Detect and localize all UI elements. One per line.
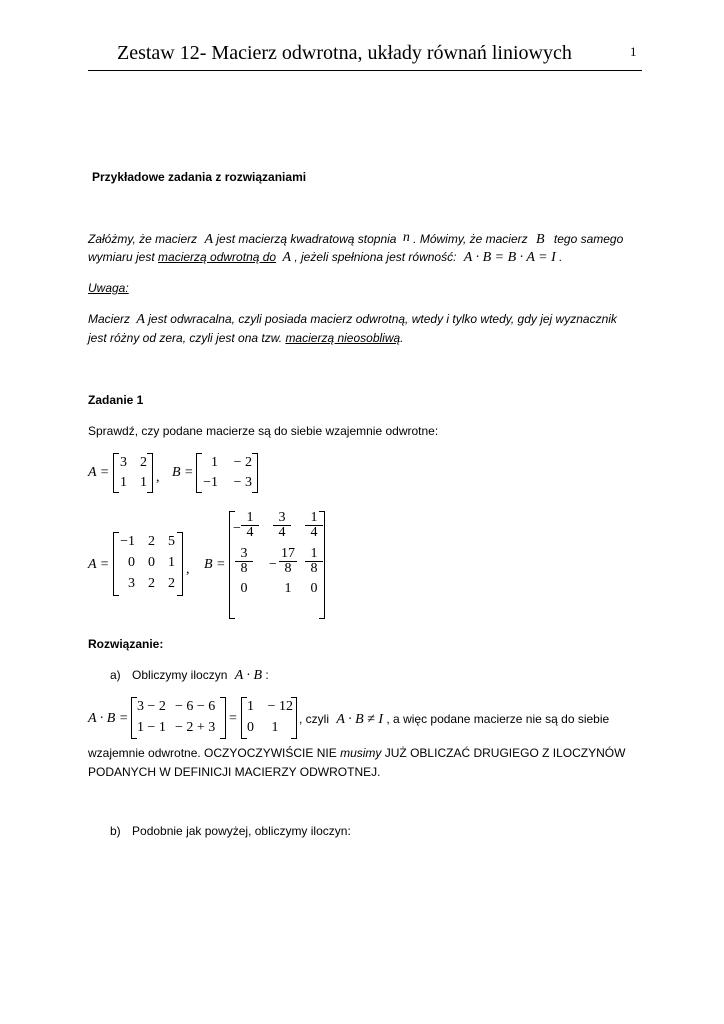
matrix-cell: − 2 [233, 455, 252, 470]
matrix-cell: 0 [240, 581, 248, 596]
list-marker: a) [110, 668, 121, 682]
matrix-cell: 1 [211, 455, 218, 470]
note-text: jest odwracalna, czyli posiada macierz odwrotną, wtedy i tylko wtedy, gdy jej wyznacznik [148, 312, 617, 326]
definition-line-1 [88, 231, 623, 248]
conclusion-text: wzajemnie odwrotne. OCZYOCZYWIŚCIE NIE [88, 746, 337, 760]
matrix-cell: 1 [120, 475, 127, 490]
denominator: 8 [240, 561, 248, 576]
matrix-cell: − 3 [233, 475, 252, 490]
definition-text: , jeżeli spełniona jest równość: [294, 250, 457, 264]
matrix-cell: 2 [148, 534, 155, 549]
definition-text: wymiaru jest [88, 250, 155, 264]
definition-text: jest macierzą kwadratową stopnia [216, 232, 397, 246]
step-text: Obliczymy iloczyn [132, 668, 228, 682]
denominator: 4 [246, 525, 254, 540]
bracket-right [177, 532, 183, 596]
definition-text: . [559, 250, 563, 264]
math-equation: A · B = B · A = I [463, 250, 556, 265]
matrix-label: A = [88, 465, 110, 480]
matrix-cell: 0 [247, 720, 254, 735]
task-prompt: Sprawdź, czy podane macierze są do siebie wzajemnie odwrotne: [88, 424, 439, 438]
header-divider [88, 70, 642, 71]
matrix-cell: 3 [120, 455, 127, 470]
conclusion-text: , a więc podane macierze nie są do siebie [386, 712, 610, 726]
numerator: 1 [305, 511, 323, 526]
matrix-a1 [113, 453, 153, 493]
math-variable: n [402, 230, 410, 245]
definition-text: . Mówimy, że macierz [413, 232, 528, 246]
denominator: 8 [284, 561, 292, 576]
conclusion-text: JUŻ OBLICZAĆ DRUGIEGO Z ILOCZYNÓW [384, 746, 626, 760]
matrix-cell: 1 [140, 475, 147, 490]
product-matrix-expanded [131, 697, 226, 739]
product-label: A · B = [88, 711, 129, 726]
matrix-b2 [229, 511, 325, 619]
numerator: 1 [305, 547, 323, 562]
minus-sign: − [269, 557, 277, 572]
matrix-a2 [113, 532, 183, 596]
conclusion-text: , czyli [299, 712, 329, 726]
separator-comma: , [186, 562, 190, 577]
math-variable: A [204, 232, 214, 247]
math-variable: A [282, 250, 291, 265]
definition-line-2 [88, 249, 562, 266]
matrix-cell: 0 [148, 555, 155, 570]
matrix-cell: 3 [128, 576, 135, 591]
matrix-cell: 2 [140, 455, 147, 470]
matrix-cell: 1 − 1 [137, 720, 166, 735]
conclusion-line [299, 711, 609, 728]
matrix-cell: 0 [310, 581, 318, 596]
bracket-right [147, 453, 153, 493]
note-line-1 [88, 311, 617, 328]
product-matrix-result [241, 697, 297, 739]
math-variable: A [136, 312, 145, 327]
matrix-cell: 3 − 2 [137, 699, 166, 714]
solution-title: Rozwiązanie: [88, 637, 164, 651]
note-text: Macierz [88, 312, 131, 326]
matrix-cell: − 2 + 3 [175, 720, 216, 735]
emphasis-text: musimy [340, 746, 382, 760]
denominator: 4 [310, 525, 318, 540]
section-title: Przykładowe zadania z rozwiązaniami [92, 170, 307, 184]
page-number: 1 [630, 44, 637, 59]
matrix-fraction [241, 511, 259, 540]
matrix-cell: −1 [203, 475, 218, 490]
step-text: Podobnie jak powyżej, obliczymy iloczyn: [132, 824, 351, 838]
document-title: Zestaw 12- Macierz odwrotna, układy równań liniowych [117, 42, 572, 64]
task-title: Zadanie 1 [88, 393, 144, 407]
minus-sign: − [233, 521, 241, 536]
note-line-2 [88, 330, 404, 346]
numerator: 1 [241, 511, 259, 526]
definition-text: Załóżmy, że macierz [88, 232, 198, 246]
matrix-cell: 5 [168, 534, 175, 549]
matrix-fraction [273, 511, 291, 540]
conclusion-line-2 [88, 745, 625, 761]
matrix-b1 [196, 453, 258, 493]
step-text: : [265, 668, 269, 682]
separator-comma: , [156, 470, 160, 485]
matrix-cell: 2 [148, 576, 155, 591]
solution-step-b [110, 823, 351, 839]
bracket-right [252, 453, 258, 493]
matrix-cell: 2 [168, 576, 175, 591]
matrix-cell: 1 [284, 581, 292, 596]
numerator: 3 [273, 511, 291, 526]
numerator: 17 [281, 546, 295, 561]
denominator: 8 [310, 561, 318, 576]
denominator: 4 [278, 525, 286, 540]
math-variable: B [535, 232, 545, 247]
numerator: 3 [235, 547, 253, 562]
math-expression: A · B ≠ I [336, 712, 384, 727]
solution-step-a [110, 667, 269, 684]
note-text: jest różny od zera, czyli jest ona tzw. [88, 331, 283, 345]
matrix-cell: − 6 − 6 [175, 699, 216, 714]
math-expression: A · B [234, 668, 263, 683]
matrix-fraction [235, 547, 253, 576]
definition-text: tego samego [553, 232, 624, 246]
matrix-label: B = [204, 557, 226, 572]
matrix-fraction [279, 547, 297, 576]
list-marker: b) [110, 824, 121, 838]
note-label: Uwaga: [88, 281, 129, 295]
matrix-cell: 0 [128, 555, 135, 570]
matrix-fraction [305, 511, 323, 540]
matrix-label: A = [88, 557, 110, 572]
matrix-fraction [305, 547, 323, 576]
matrix-cell: 1 [247, 699, 254, 714]
matrix-cell: 1 [168, 555, 175, 570]
matrix-label: B = [172, 465, 194, 480]
matrix-cell: −1 [120, 534, 135, 549]
matrix-cell: − 12 [267, 699, 293, 714]
matrix-cell: 1 [271, 720, 279, 735]
conclusion-line-3: PODANYCH W DEFINICJI MACIERZY ODWROTNEJ. [88, 765, 381, 779]
note-text: . [400, 331, 404, 345]
inverse-matrix-term: macierzą odwrotną do [158, 250, 277, 264]
equals-sign: = [229, 711, 237, 726]
nonsingular-matrix-term: macierzą nieosobliwą [285, 331, 401, 345]
